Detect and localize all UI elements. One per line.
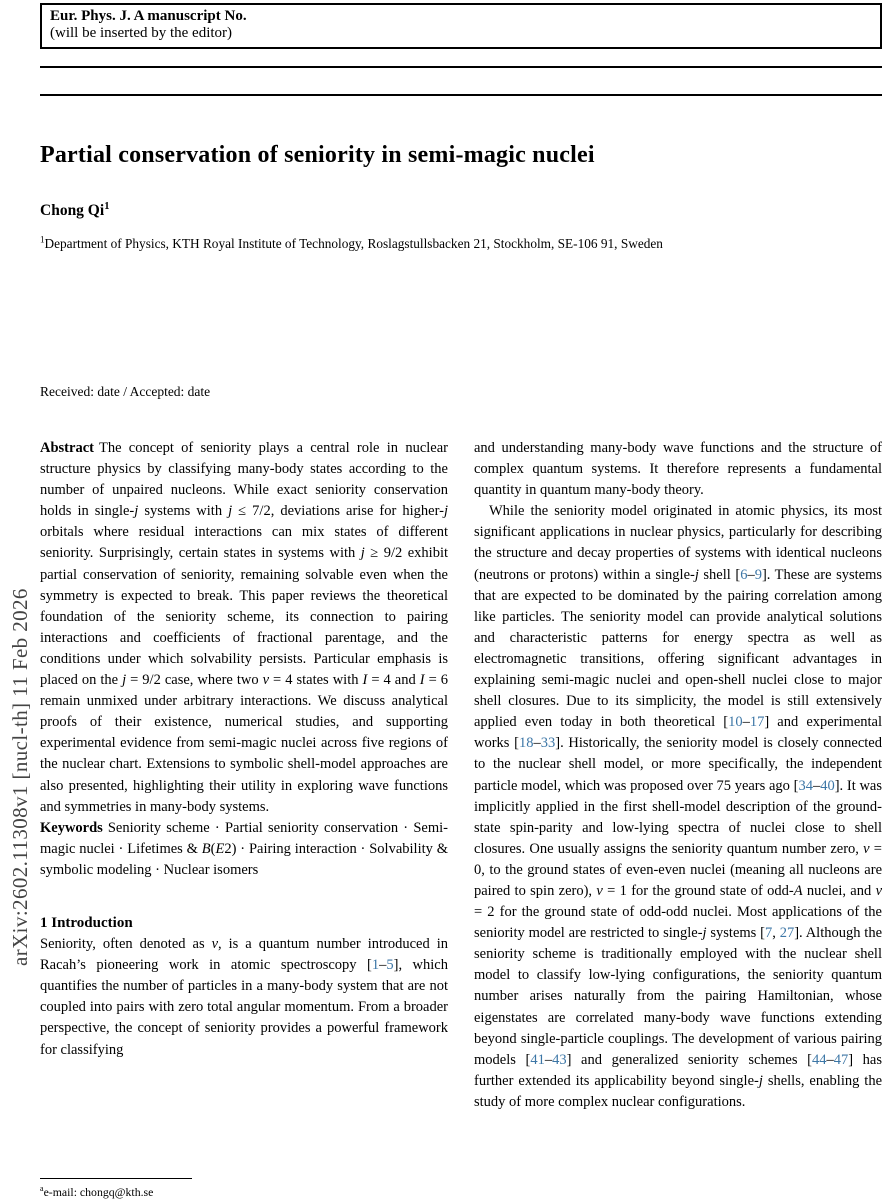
citation-link[interactable]: 9: [754, 566, 762, 583]
text-run: shells, enabling the study of more complex nuclear configurations.: [474, 1072, 883, 1110]
math-variable: v: [875, 882, 882, 899]
text-run: and understanding many-body wave functions and the structure of complex quantum systems. It therefore represents a fundamental quantity in quantum many-body theory.: [474, 440, 882, 499]
affil-marker: 1: [40, 234, 45, 245]
text-run: (: [210, 840, 216, 857]
math-variable: A: [793, 882, 803, 899]
text-run: = 4 states with: [269, 672, 363, 689]
citation-link[interactable]: 34: [798, 777, 813, 794]
citation-link[interactable]: 40: [820, 777, 835, 794]
text-run: nuclei, and: [802, 882, 876, 899]
text-run: ] and experimental works [: [474, 714, 883, 752]
received-accepted-dates: Received: date / Accepted: date: [40, 384, 211, 399]
citation-link[interactable]: 18: [518, 735, 534, 752]
citation-link[interactable]: 27: [779, 925, 795, 942]
section-heading-introduction: 1 Introduction: [40, 914, 133, 931]
keywords-label: Keywords: [40, 819, 103, 836]
text-run: ] has further extended its applicability beyond single-: [474, 1051, 882, 1089]
math-variable: v: [863, 840, 870, 857]
text-run: ]. These are systems that are expected to be dominated by the pairing correlation among like particles. The seniority model can provide analytical solutions and characteristic patterns for energy spectra as well as electromagnetic transitions, offering significant advantages in explaining semi-magic nuclei and open-shell nuclei close to major shell closures. Due to its simplicity, the model is still extensively applied even today in both theoretical [: [474, 566, 882, 731]
math-variable: j: [122, 672, 127, 689]
math-variable: j: [360, 545, 365, 562]
text-run: ]. Although the seniority scheme is traditionally employed with the nuclear shell model to classify low-lying configurations, the seniority quantum number arises naturally from the pairing Hamiltonian, whose eigenstates are correlated many-body wave functions extending beyond single-particle couplings. The development of various pairing models [: [474, 925, 883, 1068]
text-run: orbitals where residual interactions can mix states of different seniority. Surprisingly, certain states in systems with: [40, 524, 448, 562]
math-variable: j: [758, 1072, 763, 1089]
text-run: Seniority, often denoted as: [40, 936, 212, 953]
footnote-marker: a: [40, 1184, 44, 1194]
text-run: , is a quantum number introduced in Racah’s pioneering work in atomic spectroscopy [: [40, 936, 448, 974]
math-variable: v: [211, 936, 219, 953]
text-run: –: [812, 777, 821, 794]
footnote: [40, 1174, 192, 1200]
footnote-rule: [40, 1178, 192, 1179]
citation-link[interactable]: 33: [540, 735, 556, 752]
abstract-label: Abstract: [40, 440, 94, 456]
intro-paragraph-left: [40, 934, 448, 1061]
affil-text: Department of Physics, KTH Royal Institute of Technology, Roslagstullsbacken 21, Stockholm, SE-106 91, Sweden: [44, 236, 663, 251]
keywords-paragraph: [40, 818, 448, 881]
citation-link[interactable]: 10: [728, 714, 743, 731]
text-run: 2) · Pairing interaction · Solvability & symbolic modeling · Nuclear isomers: [40, 840, 449, 878]
citation-link[interactable]: 47: [833, 1051, 849, 1068]
text-run: –: [742, 714, 750, 731]
text-run: –: [533, 735, 541, 752]
text-run: ]. Historically, the seniority model is closely connected to the nuclear shell model, or more specifically, the independent particle model, which was proposed over 75 years ago [: [474, 735, 882, 794]
text-run: = 2 for the ground state of odd-odd nuclei. Most applications of the seniority model are restricted to single-: [474, 904, 882, 942]
text-run: The concept of seniority plays a central role in nuclear structure physics by classifying many-body states according to the number of unpaired nucleons. While exact seniority conservation holds in single-: [40, 440, 448, 520]
text-run: –: [544, 1051, 553, 1068]
citation-link[interactable]: 5: [386, 957, 394, 974]
citation-link[interactable]: 44: [811, 1051, 827, 1068]
citation-link[interactable]: 43: [552, 1051, 567, 1068]
left-column: [40, 438, 448, 1200]
journal-editor-note: (will be inserted by the editor): [50, 25, 233, 41]
citation-link[interactable]: 6: [740, 566, 748, 583]
text-run: Seniority scheme · Partial seniority conservation · Semi-magic nuclei · Lifetimes &: [40, 819, 448, 857]
text-run: = 0, to the ground states of even-even nuclei (meaning all nucleons are paired to spin zero),: [474, 840, 882, 899]
text-run: –: [747, 566, 755, 583]
text-run: ]. It was implicitly applied in the first shell-model description of the ground-state spin-parity and low-lying spectra of nuclei close to shell closures. One usually assigns the seniority quantum number zero,: [474, 777, 882, 857]
text-run: –: [379, 957, 387, 974]
text-run: ], which quantifies the number of particles in a many-body system that are not coupled into pairs with zero total angular momentum. From a broader perspective, the concept of seniority provides a powerful framework for classifying: [40, 957, 448, 1058]
arxiv-sidebar-watermark: arXiv:2602.11308v1 [nucl-th] 11 Feb 2026: [8, 588, 32, 966]
math-variable: j: [443, 503, 448, 520]
footnote-email: e-mail: chongq@kth.se: [43, 1185, 154, 1199]
horizontal-rule-top: [40, 66, 882, 68]
journal-header-box: [40, 3, 882, 49]
citation-link[interactable]: 7: [764, 925, 773, 942]
math-variable: I: [419, 672, 425, 689]
text-run: –: [826, 1051, 834, 1068]
text-run: = 4 and: [367, 672, 420, 689]
text-run: ,: [772, 925, 780, 942]
affiliation: [40, 236, 663, 252]
citation-link[interactable]: 41: [530, 1051, 545, 1068]
abstract-paragraph: [40, 438, 448, 818]
two-column-body: [40, 438, 882, 1200]
text-run: = 6 remain unmixed under arbitrary interactions. We discuss analytical proofs of their existence, numerical studies, and supporting experimental evidence from semi-magic nuclei across five regions of the nuclear chart. Extensions to symbolic shell-model approaches are also presented, highlighting their utility in exploring wave functions and symmetries in many-body systems.: [40, 672, 448, 815]
body-paragraph-continuation: [474, 438, 882, 501]
text-run: While the seniority model originated in atomic physics, its most significant applications in nuclear physics, particularly for describing the structure and decay properties of systems with identical nucleons (neutrons or protons) within a single-: [474, 503, 882, 583]
math-variable: j: [228, 503, 233, 520]
math-variable: v: [596, 882, 603, 899]
text-run: ] and generalized seniority schemes [: [566, 1051, 812, 1068]
text-run: = 1 for the ground state of odd-: [602, 882, 794, 899]
math-variable: E: [215, 840, 225, 857]
math-variable: v: [262, 672, 270, 689]
text-run: systems with: [138, 503, 229, 520]
body-paragraph-seniority-model: [474, 501, 882, 1113]
math-variable: j: [702, 925, 707, 942]
math-variable: j: [134, 503, 139, 520]
text-run: ≤ 7/2, deviations arise for higher-: [232, 503, 444, 520]
math-variable: j: [694, 566, 699, 583]
citation-link[interactable]: 17: [749, 714, 765, 731]
text-run: = 9/2 case, where two: [126, 672, 263, 689]
right-column: [474, 438, 882, 1200]
paper-title: Partial conservation of seniority in semi-magic nuclei: [40, 142, 595, 168]
abstract-text: [40, 440, 448, 815]
horizontal-rule-bottom: [40, 94, 882, 96]
author-affil-marker: 1: [104, 200, 110, 212]
text-run: systems [: [706, 925, 765, 942]
journal-manuscript-no: Eur. Phys. J. A manuscript No.: [50, 8, 247, 24]
math-variable: I: [362, 672, 368, 689]
author-text: Chong Qi: [40, 202, 105, 219]
author-name: [40, 202, 109, 220]
text-run: shell [: [698, 566, 741, 583]
text-run: ≥ 9/2 exhibit partial conservation of seniority, remaining solvable even when the symmetry is expected to break. This paper reviews the theoretical foundation of the seniority scheme, its connection to pairing interactions and coefficients of fractional parentage, and the conditions under which solvability persists. Particular emphasis is placed on the: [40, 545, 448, 689]
math-variable: B: [201, 840, 211, 857]
citation-link[interactable]: 1: [371, 957, 380, 974]
